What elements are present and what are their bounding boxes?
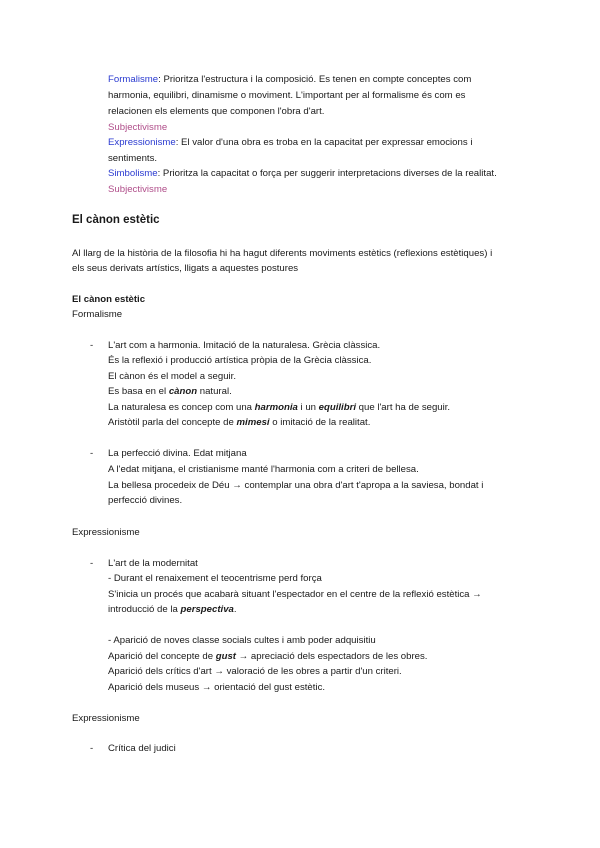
modernitat-line-4-post: . xyxy=(233,604,237,615)
perfeccio-line-4: perfecció divines. xyxy=(108,495,183,506)
harmonia-title: L'art com a harmonia. Imitació de la naturalesa. Grècia clàssica. xyxy=(108,340,381,351)
modernitat-line-7: Aparició dels crítics d'art → valoració de les obres a partir d'un criteri. xyxy=(108,666,402,677)
expressionisme-definition-text: : El valor d'una obra es troba en la capacitat per expressar emocions i xyxy=(175,137,473,148)
formalisme-term: Formalisme xyxy=(108,74,159,85)
harmonia-line-6 xyxy=(108,417,370,429)
modernitat-line-6-post: → apreciació dels espectadors de les obres. xyxy=(236,651,428,662)
formalisme-definition-text: : Prioritza l'estructura i la composició. Es tenen en compte conceptes com xyxy=(158,74,472,85)
harmonia-line-6-post: o imitació de la realitat. xyxy=(269,417,371,428)
perfeccio-title: La perfecció divina. Edat mitjana xyxy=(108,448,247,459)
harmonia-line-5 xyxy=(108,402,450,414)
subjectivisme-label-1: Subjectivisme xyxy=(108,122,168,133)
intro-paragraph-line-1: Al llarg de la història de la filosofia hi ha hagut diferents moviments estètics (reflexions estètiques) i xyxy=(72,248,493,259)
bullet-dash: - xyxy=(90,448,94,459)
expressionisme-definition-line-2: sentiments. xyxy=(108,153,158,164)
equilibri-emphasis: equilibri xyxy=(318,402,356,413)
harmonia-line-2: És la reflexió i producció artística pròpia de la Grècia clàssica. xyxy=(108,355,372,366)
bullet-dash: - xyxy=(90,558,94,569)
expressionisme-term: Expressionisme xyxy=(108,137,176,148)
expressionisme-definition-line-1 xyxy=(108,137,472,149)
harmonia-line-4-pre: Es basa en el xyxy=(108,386,169,397)
modernitat-line-6 xyxy=(108,651,427,663)
expressionisme-section-label-1: Expressionisme xyxy=(72,527,140,538)
formalisme-definition-line-3: relacionen els elements que componen l'obra d'art. xyxy=(108,106,325,117)
harmonia-line-4 xyxy=(108,386,232,398)
sub-heading: El cànon estètic xyxy=(72,294,146,305)
simbolisme-definition-text: : Prioritza la capacitat o força per suggerir interpretacions diverses de la realitat. xyxy=(157,168,497,179)
critica-title: Crítica del judici xyxy=(108,743,176,754)
harmonia-line-6-pre: Aristòtil parla del concepte de xyxy=(108,417,237,428)
bullet-dash: - xyxy=(90,340,94,351)
subjectivisme-label-2: Subjectivisme xyxy=(108,184,168,195)
simbolisme-term: Simbolisme xyxy=(108,168,158,179)
formalisme-section-label: Formalisme xyxy=(72,309,123,320)
harmonia-emphasis: harmonia xyxy=(254,402,298,413)
perfeccio-line-3: La bellesa procedeix de Déu → contemplar una obra d'art t'apropa a la saviesa, bondat i xyxy=(108,480,484,491)
perfeccio-line-2: A l'edat mitjana, el cristianisme manté l'harmonia com a criteri de bellesa. xyxy=(108,464,419,475)
modernitat-line-4 xyxy=(108,604,237,616)
modernitat-line-5: - Aparició de noves classe socials cultes i amb poder adquisitiu xyxy=(108,635,376,646)
formalisme-definition-line-1 xyxy=(108,74,471,86)
formalisme-definition-line-2: harmonia, equilibri, dinamisme o moviment. L'important per al formalisme és com es xyxy=(108,90,466,101)
mimesi-emphasis: mimesi xyxy=(236,417,270,428)
modernitat-line-8: Aparició dels museus → orientació del gust estètic. xyxy=(108,682,326,693)
expressionisme-section-label-2: Expressionisme xyxy=(72,713,140,724)
modernitat-line-4-pre: introducció de la xyxy=(108,604,181,615)
harmonia-line-5-post: que l'art ha de seguir. xyxy=(355,402,451,413)
harmonia-line-3: El cànon és el model a seguir. xyxy=(108,371,236,382)
bullet-dash: - xyxy=(90,743,94,754)
gust-emphasis: gust xyxy=(215,651,236,662)
simbolisme-definition-line-1 xyxy=(108,168,497,180)
section-heading: El cànon estètic xyxy=(72,214,160,226)
canon-emphasis: cànon xyxy=(168,386,198,397)
modernitat-title: L'art de la modernitat xyxy=(108,558,198,569)
intro-paragraph-line-2: els seus derivats artístics, lligats a aquestes postures xyxy=(72,263,299,274)
harmonia-line-5-pre: La naturalesa es concep com una xyxy=(108,402,255,413)
perspectiva-emphasis: perspectiva xyxy=(180,604,234,615)
harmonia-line-5-mid: i un xyxy=(297,402,319,413)
modernitat-line-3: S'inicia un procés que acabarà situant l'espectador en el centre de la reflexió estètica → xyxy=(108,589,482,600)
modernitat-line-6-pre: Aparició del concepte de xyxy=(108,651,216,662)
harmonia-line-4-post: natural. xyxy=(197,386,232,397)
modernitat-line-2: - Durant el renaixement el teocentrisme perd força xyxy=(108,573,322,584)
